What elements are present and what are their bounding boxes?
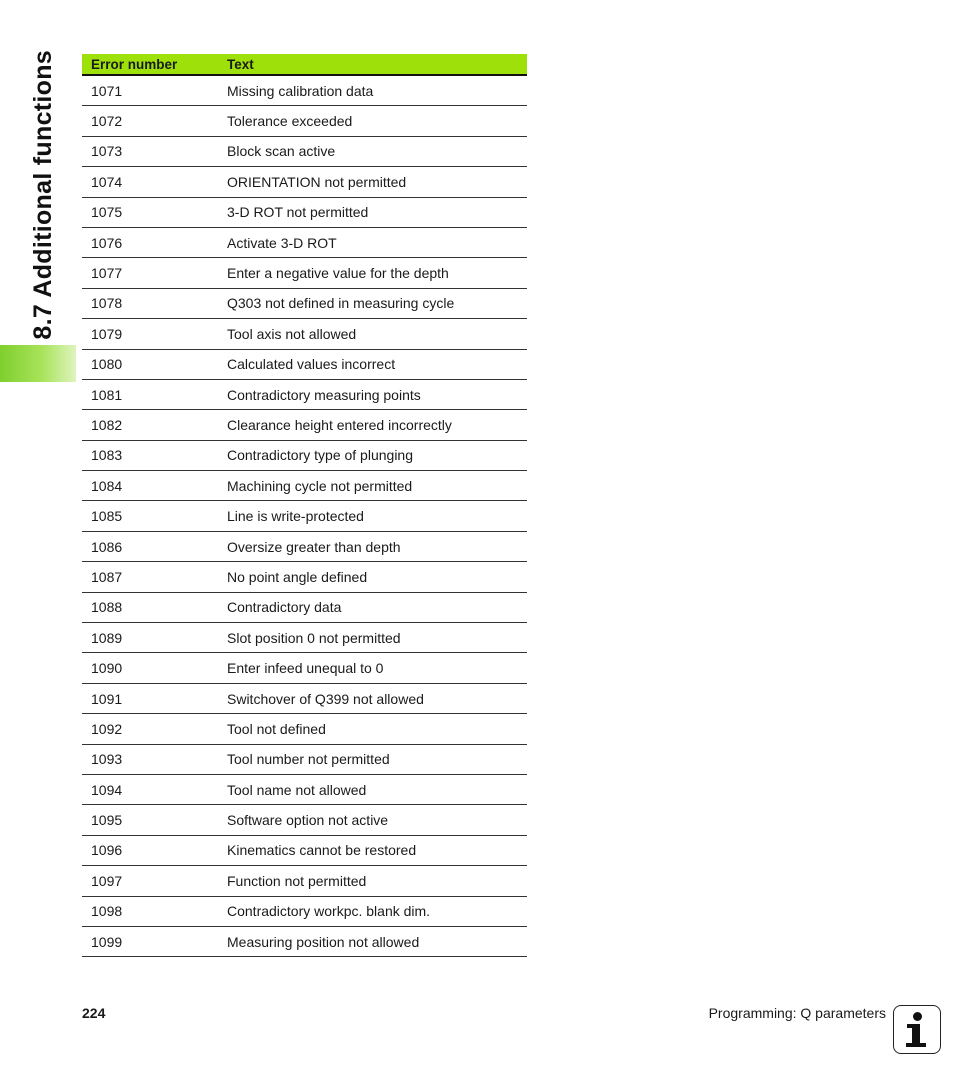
error-text-cell: Contradictory data [218,592,527,622]
error-number-cell: 1085 [82,501,218,531]
error-number-cell: 1089 [82,623,218,653]
error-number-cell: 1091 [82,683,218,713]
table-row [82,319,527,349]
error-text-cell: Tool not defined [218,714,527,744]
error-number-cell: 1073 [82,136,218,166]
error-text-cell: Measuring position not allowed [218,926,527,956]
table-row [82,258,527,288]
error-text-cell: Clearance height entered incorrectly [218,410,527,440]
error-text-cell: Tool name not allowed [218,774,527,804]
table-row [82,744,527,774]
table-header-row [82,54,527,75]
error-number-cell: 1082 [82,410,218,440]
table-row [82,167,527,197]
info-icon [893,1005,941,1054]
table-row [82,714,527,744]
error-number-cell: 1086 [82,531,218,561]
chapter-tab-marker [0,345,76,382]
error-number-cell: 1078 [82,288,218,318]
table-row [82,531,527,561]
error-number-cell: 1090 [82,653,218,683]
error-text-cell: Line is write-protected [218,501,527,531]
error-number-cell: 1081 [82,379,218,409]
error-text-cell: Oversize greater than depth [218,531,527,561]
section-title [20,50,66,346]
error-number-cell: 1099 [82,926,218,956]
chapter-title: Programming: Q parameters [708,1005,886,1021]
error-text-cell: Tool axis not allowed [218,319,527,349]
section-title-text: 8.7 Additional functions [28,50,57,340]
table-row [82,410,527,440]
error-text-cell: Machining cycle not permitted [218,471,527,501]
error-text-cell: Contradictory workpc. blank dim. [218,896,527,926]
table-row [82,440,527,470]
error-number-cell: 1095 [82,805,218,835]
error-text-cell: Contradictory type of plunging [218,440,527,470]
error-text-cell: No point angle defined [218,562,527,592]
error-number-cell: 1092 [82,714,218,744]
error-text-cell: Contradictory measuring points [218,379,527,409]
table-row [82,835,527,865]
header-text: Text [218,54,527,75]
table-row [82,683,527,713]
error-table [82,54,527,957]
table-row [82,896,527,926]
table-row [82,227,527,257]
table-row [82,106,527,136]
error-text-cell: Switchover of Q399 not allowed [218,683,527,713]
table-row [82,774,527,804]
error-number-cell: 1074 [82,167,218,197]
table-row [82,501,527,531]
error-number-cell: 1094 [82,774,218,804]
error-text-cell: Enter infeed unequal to 0 [218,653,527,683]
error-number-cell: 1098 [82,896,218,926]
page-number: 224 [82,1005,106,1021]
error-text-cell: 3-D ROT not permitted [218,197,527,227]
error-text-cell: Function not permitted [218,866,527,896]
error-text-cell: Kinematics cannot be restored [218,835,527,865]
table-row [82,288,527,318]
error-text-cell: Calculated values incorrect [218,349,527,379]
header-error-number: Error number [82,54,218,75]
error-number-cell: 1072 [82,106,218,136]
error-text-cell: Tolerance exceeded [218,106,527,136]
table-row [82,379,527,409]
table-row [82,471,527,501]
error-number-cell: 1076 [82,227,218,257]
error-text-cell: Slot position 0 not permitted [218,623,527,653]
table-row [82,197,527,227]
table-row [82,653,527,683]
table-row [82,805,527,835]
table-row [82,926,527,956]
error-number-cell: 1084 [82,471,218,501]
error-number-cell: 1083 [82,440,218,470]
error-number-cell: 1097 [82,866,218,896]
table-row [82,136,527,166]
error-number-cell: 1079 [82,319,218,349]
table-row [82,349,527,379]
table-row [82,592,527,622]
error-text-cell: ORIENTATION not permitted [218,167,527,197]
error-text-cell: Tool number not permitted [218,744,527,774]
table-body [82,75,527,957]
table-row [82,75,527,106]
error-number-cell: 1096 [82,835,218,865]
error-text-cell: Q303 not defined in measuring cycle [218,288,527,318]
error-number-cell: 1080 [82,349,218,379]
error-text-cell: Activate 3-D ROT [218,227,527,257]
error-text-cell: Enter a negative value for the depth [218,258,527,288]
error-text-cell: Block scan active [218,136,527,166]
error-number-cell: 1071 [82,75,218,106]
error-text-cell: Missing calibration data [218,75,527,106]
table-row [82,562,527,592]
table-row [82,623,527,653]
error-number-cell: 1088 [82,592,218,622]
error-number-cell: 1087 [82,562,218,592]
error-text-cell: Software option not active [218,805,527,835]
error-number-cell: 1093 [82,744,218,774]
error-number-cell: 1077 [82,258,218,288]
table-row [82,866,527,896]
error-number-cell: 1075 [82,197,218,227]
